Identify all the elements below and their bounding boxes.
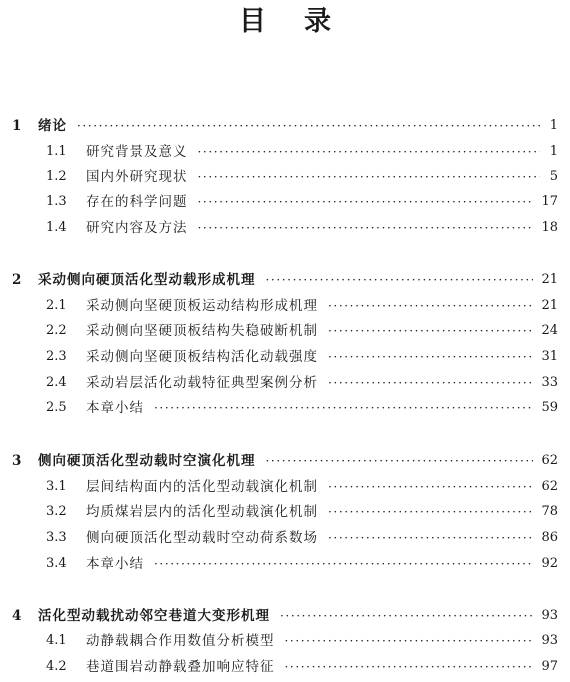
toc-entry-page: 21: [541, 298, 558, 313]
dot-leader: [266, 269, 534, 291]
toc-section-1-1[interactable]: [0, 141, 570, 163]
dot-leader: [266, 450, 534, 472]
toc-entry-number: 3: [12, 453, 22, 469]
toc-chapter-1[interactable]: [0, 115, 570, 137]
toc-entry-page: 93: [541, 608, 558, 623]
toc-entry-page: 31: [541, 349, 558, 364]
toc-entry-title: 研究背景及意义: [86, 144, 188, 160]
toc-entry-number: 4.2: [46, 659, 67, 674]
toc-entry-number: 2.2: [46, 323, 67, 338]
toc-entry-page: 62: [541, 453, 558, 468]
toc-entry-title: 动静载耦合作用数值分析模型: [86, 633, 275, 649]
toc-entry-page: 97: [541, 659, 558, 674]
toc-entry-number: 2: [12, 272, 22, 288]
toc-entry-title: 研究内容及方法: [86, 220, 188, 236]
dot-leader: [154, 553, 533, 575]
toc-entry-number: 2.3: [46, 349, 67, 364]
dot-leader: [280, 605, 533, 627]
toc-section-2-2[interactable]: [0, 320, 570, 342]
dot-leader: [77, 115, 540, 137]
dot-leader: [198, 191, 534, 213]
toc-entry-page: 17: [541, 194, 558, 209]
toc-entry-page: 24: [541, 323, 558, 338]
toc-entry-number: 1.4: [46, 220, 67, 235]
toc-entry-page: 78: [541, 504, 558, 519]
toc-entry-title: 采动侧向硬顶活化型动载形成机理: [38, 272, 256, 288]
toc-section-3-2[interactable]: [0, 501, 570, 523]
toc-entry-title: 采动岩层活化动载特征典型案例分析: [86, 375, 318, 391]
toc-entry-number: 4: [12, 608, 22, 624]
toc-entry-page: 93: [541, 633, 558, 648]
toc-section-4-2[interactable]: [0, 656, 570, 678]
toc-entry-number: 1.3: [46, 194, 67, 209]
toc-section-3-3[interactable]: [0, 527, 570, 549]
toc-chapter-3[interactable]: [0, 450, 570, 472]
toc-section-1-2[interactable]: [0, 166, 570, 188]
toc-entry-page: 1: [549, 144, 558, 159]
dot-leader: [328, 501, 533, 523]
toc-section-3-4[interactable]: [0, 553, 570, 575]
toc-entry-page: 86: [541, 530, 558, 545]
toc-entry-page: 92: [541, 556, 558, 571]
dot-leader: [328, 295, 533, 317]
toc-chapter-2[interactable]: [0, 269, 570, 291]
toc-entry-title: 采动侧向坚硬顶板运动结构形成机理: [86, 298, 318, 314]
dot-leader: [328, 346, 533, 368]
toc-entry-number: 1.2: [46, 169, 67, 184]
toc-entry-page: 59: [541, 400, 558, 415]
toc-entry-title: 采动侧向坚硬顶板结构失稳破断机制: [86, 323, 318, 339]
toc-entry-number: 3.4: [46, 556, 67, 571]
toc-entry-page: 1: [549, 118, 558, 133]
toc-entry-title: 层间结构面内的活化型动载演化机制: [86, 479, 318, 495]
toc-entry-number: 4.1: [46, 633, 67, 648]
dot-leader: [198, 217, 534, 239]
page-title: 目录: [239, 6, 369, 37]
toc-entry-number: 3.2: [46, 504, 67, 519]
dot-leader: [198, 141, 541, 163]
toc-section-1-3[interactable]: [0, 191, 570, 213]
toc-entry-number: 2.5: [46, 400, 67, 415]
dot-leader: [198, 166, 541, 188]
dot-leader: [328, 372, 533, 394]
toc-entry-title: 绪论: [38, 118, 67, 134]
toc-entry-title: 均质煤岩层内的活化型动载演化机制: [86, 504, 318, 520]
toc-entry-page: 5: [549, 169, 558, 184]
toc-section-2-3[interactable]: [0, 346, 570, 368]
dot-leader: [328, 476, 533, 498]
toc-entry-number: 3.1: [46, 479, 67, 494]
toc-entry-title: 存在的科学问题: [86, 194, 188, 210]
toc-section-1-4[interactable]: [0, 217, 570, 239]
toc-entry-number: 2.4: [46, 375, 67, 390]
dot-leader: [285, 630, 534, 652]
toc-section-4-1[interactable]: [0, 630, 570, 652]
dot-leader: [328, 320, 533, 342]
toc-entry-title: 本章小结: [86, 400, 144, 416]
toc-section-2-1[interactable]: [0, 295, 570, 317]
toc-entry-page: 33: [541, 375, 558, 390]
toc-entry-page: 21: [541, 272, 558, 287]
toc-entry-page: 18: [541, 220, 558, 235]
toc-entry-title: 侧向硬顶活化型动载时空演化机理: [38, 453, 256, 469]
dot-leader: [154, 397, 533, 419]
toc-section-2-5[interactable]: [0, 397, 570, 419]
toc-entry-number: 1: [12, 118, 22, 134]
toc-entry-number: 3.3: [46, 530, 67, 545]
toc-entry-title: 本章小结: [86, 556, 144, 572]
toc-entry-title: 侧向硬顶活化型动载时空动荷系数场: [86, 530, 318, 546]
toc-entry-title: 国内外研究现状: [86, 169, 188, 185]
toc-section-3-1[interactable]: [0, 476, 570, 498]
dot-leader: [285, 656, 534, 678]
toc-entry-page: 62: [541, 479, 558, 494]
toc-entry-number: 1.1: [46, 144, 67, 159]
toc-section-2-4[interactable]: [0, 372, 570, 394]
toc-entry-number: 2.1: [46, 298, 67, 313]
toc-entry-title: 活化型动载扰动邻空巷道大变形机理: [38, 608, 270, 624]
toc-entry-title: 采动侧向坚硬顶板结构活化动载强度: [86, 349, 318, 365]
toc-chapter-4[interactable]: [0, 605, 570, 627]
dot-leader: [328, 527, 533, 549]
toc-entry-title: 巷道围岩动静载叠加响应特征: [86, 659, 275, 675]
